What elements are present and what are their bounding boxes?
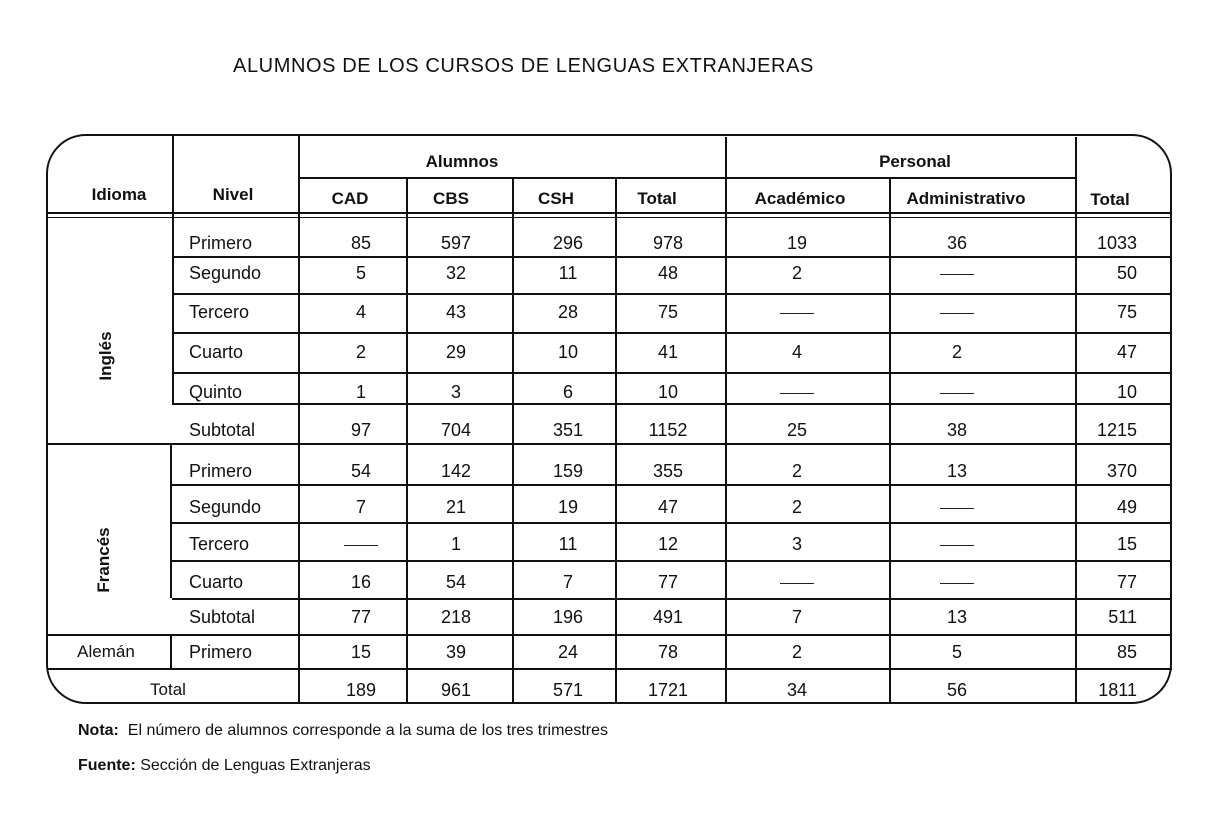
cell-csh: 571 (552, 680, 584, 700)
v-line-idioma-nivel-2 (170, 443, 172, 598)
cell-cbs: 3 (450, 382, 462, 402)
cell-acad: 2 (791, 263, 803, 283)
cell-cad: 1 (355, 382, 367, 402)
cell-nivel: Segundo (189, 497, 262, 517)
cell-grand: 47 (1116, 342, 1137, 362)
cell-cbs: 54 (445, 572, 467, 592)
header-idioma: Idioma (91, 185, 147, 204)
cell-csh: 196 (552, 607, 584, 627)
cell-csh: 159 (552, 461, 584, 481)
dash-mark (780, 393, 814, 394)
cell-cad: 16 (350, 572, 372, 592)
cell-grand: 1811 (1098, 680, 1137, 700)
header-cad: CAD (331, 189, 369, 208)
cell-total: 77 (657, 572, 679, 592)
cell-total: 75 (657, 302, 679, 322)
cell-nivel: Tercero (189, 302, 250, 322)
cell-total: 491 (652, 607, 684, 627)
v-line-idioma-nivel (172, 135, 174, 403)
cell-nivel: Cuarto (189, 342, 244, 362)
cell-admin (940, 497, 974, 518)
h-line-row (172, 403, 1172, 405)
header-total: Total (1090, 190, 1130, 209)
cell-csh: 24 (557, 642, 579, 662)
cell-csh: 11 (558, 534, 578, 554)
cell-admin (940, 572, 974, 593)
cell-cbs: 218 (440, 607, 472, 627)
cell-acad: 3 (791, 534, 803, 554)
cell-cad: 85 (350, 233, 372, 253)
note-text: El número de alumnos corresponde a la suma de los tres trimestres (127, 722, 608, 739)
cell-total: 1721 (647, 680, 689, 700)
v-line-personal-total (1075, 137, 1077, 704)
dash-mark (344, 545, 378, 546)
cell-admin (940, 534, 974, 555)
h-line-row (172, 560, 1172, 562)
cell-cbs: 32 (445, 263, 467, 283)
cell-admin: 36 (946, 233, 968, 253)
cell-cad: 15 (350, 642, 372, 662)
h-line-row (172, 256, 1172, 258)
group-label-total: Total (150, 680, 186, 699)
h-line-row (172, 484, 1172, 486)
cell-cad: 54 (350, 461, 372, 481)
cell-cbs: 704 (440, 420, 472, 440)
cell-grand: 1033 (1096, 233, 1137, 253)
cell-admin: 5 (951, 642, 963, 662)
cell-total: 12 (657, 534, 679, 554)
cell-csh: 296 (552, 233, 584, 253)
cell-cad: 77 (350, 607, 372, 627)
cell-admin (940, 302, 974, 323)
cell-nivel: Cuarto (189, 572, 244, 592)
cell-cbs: 43 (445, 302, 467, 322)
cell-grand: 1215 (1096, 420, 1137, 440)
h-line-header-bottom-2 (47, 217, 1171, 218)
cell-acad (780, 572, 814, 593)
cell-total: 47 (657, 497, 679, 517)
dash-mark (940, 393, 974, 394)
dash-mark (780, 583, 814, 584)
h-line-header-bottom (47, 212, 1171, 214)
cell-nivel: Primero (189, 642, 253, 662)
cell-grand: 85 (1116, 642, 1137, 662)
cell-cad: 189 (345, 680, 377, 700)
cell-csh: 351 (552, 420, 584, 440)
cell-cad: 5 (355, 263, 367, 283)
cell-cad: 4 (355, 302, 367, 322)
cell-csh: 19 (557, 497, 579, 517)
cell-acad: 7 (791, 607, 803, 627)
v-line-nivel-cad (298, 135, 300, 704)
header-administrativo: Administrativo (906, 189, 1026, 208)
cell-cbs: 142 (440, 461, 472, 481)
cell-total: 41 (657, 342, 679, 362)
cell-grand: 75 (1116, 302, 1137, 322)
h-line-row (172, 332, 1172, 334)
cell-admin: 13 (946, 607, 968, 627)
cell-admin: 56 (946, 680, 968, 700)
cell-cbs: 21 (445, 497, 467, 517)
cell-admin: 2 (951, 342, 963, 362)
header-personal: Personal (879, 152, 951, 171)
cell-cbs: 597 (440, 233, 472, 253)
cell-acad: 4 (791, 342, 803, 362)
cell-csh: 28 (557, 302, 579, 322)
v-line-aleman (170, 634, 172, 668)
cell-admin: 13 (946, 461, 968, 481)
header-nivel: Nivel (212, 185, 254, 204)
h-line-row (47, 668, 1172, 670)
dash-mark (940, 545, 974, 546)
cell-cad: 97 (350, 420, 372, 440)
cell-cad: 7 (355, 497, 367, 517)
cell-nivel: Segundo (189, 263, 262, 283)
cell-admin: 38 (946, 420, 968, 440)
cell-total: 10 (657, 382, 679, 402)
cell-grand: 15 (1116, 534, 1137, 554)
h-line-row (172, 598, 1172, 600)
group-label-ingles: Inglés (96, 331, 115, 381)
cell-total: 48 (657, 263, 679, 283)
cell-acad: 2 (791, 497, 803, 517)
cell-csh: 11 (558, 263, 578, 283)
cell-cad (344, 534, 378, 555)
h-line-row (47, 634, 1172, 636)
cell-csh: 6 (562, 382, 574, 402)
dash-mark (940, 583, 974, 584)
group-label-aleman: Alemán (77, 642, 135, 661)
h-line-row (172, 372, 1172, 374)
cell-nivel: Tercero (189, 534, 250, 554)
cell-total: 978 (652, 233, 684, 253)
cell-cbs: 961 (440, 680, 472, 700)
cell-cbs: 39 (445, 642, 467, 662)
dash-mark (940, 274, 974, 275)
h-line-row (47, 443, 1172, 445)
cell-csh: 10 (557, 342, 579, 362)
cell-grand: 10 (1116, 382, 1137, 402)
h-line-subheader (299, 177, 1076, 179)
cell-nivel: Primero (189, 461, 253, 481)
source (78, 757, 371, 775)
header-cbs: CBS (433, 189, 469, 208)
cell-acad (780, 302, 814, 323)
h-line-row (172, 522, 1172, 524)
cell-nivel: Primero (189, 233, 253, 253)
header-total-alumnos: Total (637, 189, 677, 208)
dash-mark (940, 508, 974, 509)
header-academico: Académico (754, 189, 846, 208)
dash-mark (780, 313, 814, 314)
group-label-frances: Francés (94, 527, 113, 593)
source-label: Fuente: (78, 757, 136, 774)
cell-acad: 34 (786, 680, 808, 700)
cell-grand: 511 (1108, 607, 1137, 627)
cell-acad: 2 (791, 461, 803, 481)
cell-grand: 77 (1116, 572, 1137, 592)
cell-nivel: Quinto (189, 382, 243, 402)
cell-grand: 50 (1116, 263, 1137, 283)
note (78, 722, 608, 740)
cell-total: 355 (652, 461, 684, 481)
source-text: Sección de Lenguas Extranjeras (140, 757, 371, 774)
header-csh: CSH (538, 189, 574, 208)
cell-total: 78 (657, 642, 679, 662)
cell-cbs: 1 (450, 534, 462, 554)
v-line-alumnos-personal (725, 137, 727, 704)
header-alumnos: Alumnos (425, 152, 499, 171)
h-line-row (172, 293, 1172, 295)
cell-acad: 19 (786, 233, 808, 253)
page-title: ALUMNOS DE LOS CURSOS DE LENGUAS EXTRANJERAS (233, 55, 814, 77)
cell-cbs: 29 (445, 342, 467, 362)
cell-grand: 370 (1106, 461, 1137, 481)
dash-mark (940, 313, 974, 314)
cell-acad: 2 (791, 642, 803, 662)
cell-nivel: Subtotal (189, 607, 256, 627)
cell-csh: 7 (562, 572, 574, 592)
cell-cad: 2 (355, 342, 367, 362)
note-label: Nota: (78, 722, 119, 739)
cell-admin (940, 263, 974, 284)
cell-total: 1152 (648, 420, 688, 440)
cell-acad (780, 382, 814, 403)
cell-grand: 49 (1116, 497, 1137, 517)
cell-acad: 25 (786, 420, 808, 440)
cell-nivel: Subtotal (189, 420, 256, 440)
cell-admin (940, 382, 974, 403)
